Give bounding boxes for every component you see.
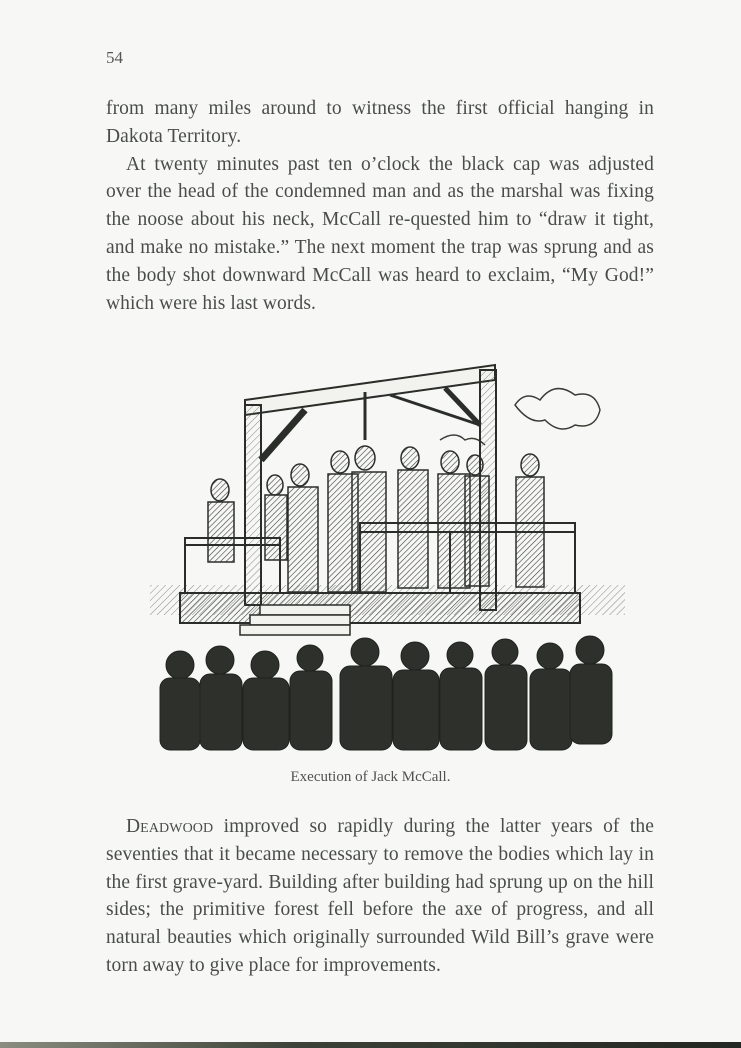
paragraph-3 xyxy=(106,813,654,980)
gallows-engraving-icon xyxy=(150,360,625,755)
lead-word: Deadwood xyxy=(126,816,214,837)
execution-illustration xyxy=(150,360,625,755)
paragraph-2: At twenty minutes past ten o’clock the black cap was adjusted over the head of the condemned man and as the marshal was fixing the noose about his neck, McCall re-quested him to “draw it tight, and make no mistake.” The next moment the trap was sprung and as the body shot downward McCall was heard to exclaim, “My God!” which were his last words. xyxy=(106,153,654,314)
page-bottom-edge xyxy=(0,1042,741,1048)
body-text xyxy=(106,95,654,317)
page-number: 54 xyxy=(106,48,123,67)
figure-caption: Execution of Jack McCall. xyxy=(290,769,451,785)
paragraph-3-text: improved so rapidly during the latter years of the seventies that it became necessary to remove the bodies which lay in the first grave-yard. Building after building had sprung up on the hill sides; the primitive forest fell before the axe of progress, and all natural beauties which originally surrounded Wild Bill’s grave were torn away to give place for improvements. xyxy=(106,816,654,976)
paragraph-1: from many miles around to witness the first official hanging in Dakota Territory. xyxy=(106,98,654,147)
